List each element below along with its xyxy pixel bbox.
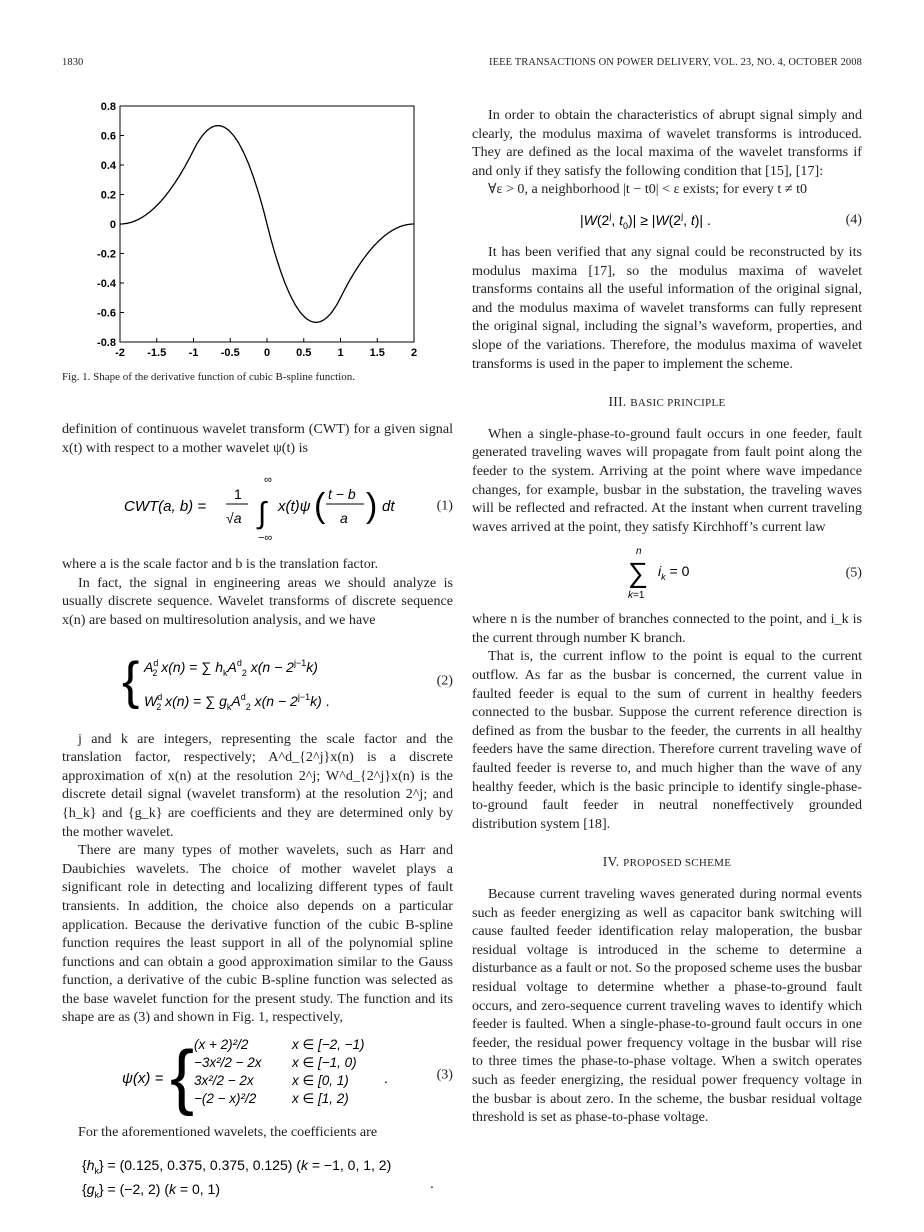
svg-text:): ) [366,487,378,526]
svg-text:∞: ∞ [264,474,272,487]
y-tick-label: 0.2 [100,189,116,202]
y-tick-label: 0.4 [100,160,116,172]
paragraph: There are many types of mother wavelets, such as Harr and Daubichies wavelets. The choice of mother wavelet plays a significant role in detecting and localizing different types of fault transients. In addition, the choice also depends on a particular application. Because the derivative function of the cubic B-spline function requires the least support in all of the polynomial spline functions and can obtain a good approximation similar to the Gauss function, a derivative of the cubic B-spline function was selected as the base wavelet function for the present study. The function and its shape are as (3) and shown in Fig. 1, respectively, [62,842,453,1026]
right-column [472,106,862,1127]
y-tick-label: -0.4 [97,278,116,290]
paragraph: ∀ε > 0, a neighborhood |t − t0| < ε exists; for every t ≠ t0 [488,181,808,198]
x-tick-label: 1.5 [369,347,385,359]
page-number: 1830 [62,57,84,68]
x-tick-label: -1 [188,347,199,359]
svg-text:x(t)ψ: x(t)ψ [278,498,311,516]
svg-text:CWT(a, b) =: CWT(a, b) = [124,498,207,516]
svg-text:√a: √a [226,510,242,527]
paragraph: In order to obtain the characteristics of abrupt signal simply and clearly, the modulus maxima of wavelet transforms is introduced. They are defined as the local maxima of the wavelet transforms if and only if they satisfy the following condition that [15], [17]: [472,107,862,179]
equation-2 [62,644,453,718]
svg-text:(: ( [314,487,326,526]
y-tick-label: 0 [109,219,116,231]
section-heading-iii: III. BASIC PRINCIPLE [608,394,726,410]
svg-text:|W(2j, t0)| ≥ |W(2j, t)| .: |W(2$^j$, $t_0)| \ge |W(2^j$, t)| . [580,210,711,231]
svg-text:a: a [340,510,348,527]
paragraph: For the aforementioned wavelets, the coefficients are [78,1124,378,1141]
svg-text:Wd2 x(n) = ∑ gkAd2 x(n − 2j−1k: $W^d$ 2 x(n) = ∑ $g_kA^d_2$ $x(n - 2^{j-1}k)$ . [144,691,330,712]
section-heading-iv: IV. PROPOSED SCHEME [602,854,732,870]
equation-5 [472,544,862,602]
svg-text:.: . [384,1070,388,1087]
paragraph: Because current traveling waves generated during normal events such as feeder energizing as well as capacitor bank switching will cause faulted feeder identification relay maloperation, the busbar residual voltage is introduced in the scheme to determine a disturbance as a fault or not. So the proposed scheme uses the busbar residual voltage to determine whether a phase-to-ground fault occurs, and zero-sequence current traveling waves to identify which feeder is faulted. When a single-phase-to-ground fault occurs in one feeder, the residual power frequency voltage in the busbar will rise to three times the phase-to-phase voltage. When a switch operates such as feeder energizing, the residual power frequency voltage in the busbar is about zero. In the scheme, the busbar residual voltage threshold is set as phase-to-phase voltage. [472,886,862,1126]
x-tick-label: 0 [263,347,271,359]
y-tick-label: -0.8 [97,337,116,349]
coefficients-equation [62,1152,453,1200]
svg-text:{: { [170,1037,195,1118]
paragraph: where n is the number of branches connected to the point, and i_k is the current through number K branch. [472,611,862,646]
running-header: IEEE TRANSACTIONS ON POWER DELIVERY, VOL. 23, NO. 4, OCTOBER 2008 [489,57,862,68]
x-tick-label: -1.5 [147,347,167,359]
svg-text:.: . [430,1174,434,1191]
paragraph: In fact, the signal in engineering areas we should analyze is usually discrete sequence. Wavelet transforms of discrete sequence x(n) are based on multiresolution analysis, and we have [62,574,453,628]
svg-text:ψ(x) =: ψ(x) = [122,1070,164,1088]
paragraph: where a is the scale factor and b is the translation factor. [62,556,379,573]
svg-text:(x + 2)²/2x ∈ [−2, −1): (x + 2)²/2 x ∈ [−2, −1) [194,1037,365,1053]
left-column [62,420,453,1206]
y-tick-label: -0.2 [97,248,116,261]
equation-number: (4) [845,211,862,228]
svg-text:dt: dt [382,498,395,516]
svg-text:{hk} = (0.125, 0.375, 0.375, 0: $\{h_k\} = (0.125$, 0.375, 0.375, 0.125) (k = −1, 0, 1, 2) [82,1156,392,1176]
svg-text:Ad2 x(n) = ∑ hkAd2 x(n − 2j−1k: $A^d$ 2 x(n) = ∑ $h_kA^d_2$ $x(n - 2^{j-1}k)$ [144,657,318,678]
svg-text:∑: ∑ [628,557,648,589]
svg-text:−∞: −∞ [258,532,273,545]
y-tick-label: 0.8 [100,101,116,113]
svg-text:−(2 − x)²/2x ∈ [1, 2): −(2 − x)²/2 x ∈ [1, 2) [194,1091,349,1107]
x-tick-label: 0.5 [296,347,312,359]
equation-number: (1) [436,497,453,514]
equation-1 [62,463,453,549]
figure-1-chart [80,96,440,362]
equation-3 [62,1033,453,1117]
paragraph: That is, the current inflow to the point is equal to the current outflow. As far as the busbar is concerned, the current value in faulted feeder is equal to the sum of current in healthy feeders connected to the busbar. Suppose the current reference direction is defined as from the busbar to the feeder, the currents in all healthy feeders have the same direction. Therefore current traveling wave of faulted feeder is reverse to, and much higher than the wave of any healthy feeder, which is the basic principle to identify single-phase-to-ground fault feeder in neutral noneffectively grounded distribution system [18]. [472,648,862,832]
svg-text:k=1: k=1 [628,590,645,602]
svg-text:1: 1 [234,486,242,503]
equation-number: (2) [436,672,453,689]
svg-text:3x²/2 − 2xx ∈ [0, 1): 3x²/2 − 2x x ∈ [0, 1) [194,1073,349,1089]
equation-number: (5) [845,564,862,581]
equation-4 [472,205,862,235]
svg-text:t − b: t − b [328,486,356,503]
svg-text:−3x²/2 − 2xx ∈ [−1, 0): −3x²/2 − 2x x ∈ [−1, 0) [194,1055,357,1071]
x-tick-label: 2 [410,347,418,359]
svg-text:{: { [122,651,140,710]
paragraph: When a single-phase-to-ground fault occurs in one feeder, fault generated traveling waves will propagate from fault point along the feeder to the system. Arriving at the point where wave impedance changes, for example, busbar in the substation, the traveling waves will be reflected and refracted. At the instant when current traveling waves arrived at the point, they satisfy Kirchhoff’s current law [472,425,862,535]
paragraph: It has been verified that any signal could be reconstructed by its modulus maxima [17], so the modulus maxima of wavelet transforms contains all the useful information of the original signal, and the modulus maxima of wavelet transforms can fully represent the original signal, including the signal’s waveform, properties, and slope of the variations. Therefore, the modulus maxima of wavelet transforms is used in the paper to implement the scheme. [472,243,862,372]
paragraph: definition of continuous wavelet transform (CWT) for a given signal x(t) with respect to a mother wavelet ψ(t) is [62,421,453,456]
svg-text:ik = 0: $i_k = 0$ [658,563,690,583]
svg-text:∫: ∫ [258,497,267,531]
x-tick-label: 1 [337,347,344,359]
svg-text:{gk} = (−2, 2) (k = 0, 1): $\{g_k\} = (-2$, 2) (k = 0, 1) [82,1180,220,1200]
svg-text:n: n [636,546,642,558]
figure-caption: Fig. 1. Shape of the derivative function of cubic B-spline function. [62,371,355,383]
paragraph: j and k are integers, representing the scale factor and the translation factor, respectively; A^d_{2^j}x(n) is a discrete approximation of x(n) at the resolution 2^j; W^d_{2^j}x(n) is the discrete detail signal (wavelet transform) at the resolution 2^j; and {h_k} and {g_k} are coefficients and they are determined only by the mother wavelet. [62,730,453,840]
y-tick-label: -0.6 [97,307,116,320]
y-tick-label: 0.6 [100,130,116,143]
x-tick-label: -2 [115,347,125,359]
equation-number: (3) [436,1066,453,1083]
x-tick-label: -0.5 [220,347,240,359]
